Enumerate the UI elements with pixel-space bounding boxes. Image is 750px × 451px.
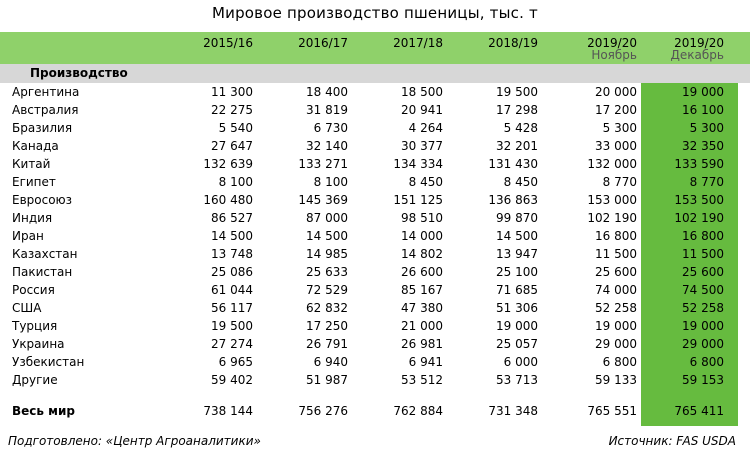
value-cell: 6 940 xyxy=(313,355,348,369)
value-cell: 132 639 xyxy=(203,157,253,171)
value-cell: 17 250 xyxy=(306,319,348,333)
total-value: 731 348 xyxy=(488,404,538,418)
value-cell: 14 802 xyxy=(401,247,443,261)
country-name: Узбекистан xyxy=(12,355,85,369)
country-name: Россия xyxy=(12,283,55,297)
value-cell: 132 000 xyxy=(587,157,637,171)
value-cell: 30 377 xyxy=(401,139,443,153)
value-cell: 47 380 xyxy=(401,301,443,315)
table-row xyxy=(0,174,750,192)
value-cell: 59 153 xyxy=(682,373,724,387)
value-cell: 19 000 xyxy=(682,319,724,333)
section-production xyxy=(0,64,750,83)
value-cell: 134 334 xyxy=(393,157,443,171)
value-cell: 26 981 xyxy=(401,337,443,351)
value-cell: 136 863 xyxy=(488,193,538,207)
country-name: Пакистан xyxy=(12,265,73,279)
value-cell: 25 600 xyxy=(682,265,724,279)
table-row xyxy=(0,318,750,336)
value-cell: 53 713 xyxy=(496,373,538,387)
country-name: Иран xyxy=(12,229,44,243)
table-row xyxy=(0,300,750,318)
value-cell: 8 450 xyxy=(408,175,443,189)
footer-source: Источник: FAS USDA xyxy=(608,434,736,448)
value-cell: 32 350 xyxy=(682,139,724,153)
country-name: Бразилия xyxy=(12,121,73,135)
header-2017-18: 2017/18 xyxy=(393,36,443,50)
value-cell: 4 264 xyxy=(408,121,443,135)
value-cell: 25 057 xyxy=(496,337,538,351)
value-cell: 87 000 xyxy=(306,211,348,225)
country-name: Китай xyxy=(12,157,51,171)
value-cell: 133 590 xyxy=(674,157,724,171)
value-cell: 8 770 xyxy=(602,175,637,189)
value-cell: 27 274 xyxy=(211,337,253,351)
table-row xyxy=(0,354,750,372)
value-cell: 19 500 xyxy=(211,319,253,333)
table-row xyxy=(0,282,750,300)
value-cell: 14 985 xyxy=(306,247,348,261)
value-cell: 133 271 xyxy=(298,157,348,171)
value-cell: 61 044 xyxy=(211,283,253,297)
value-cell: 18 400 xyxy=(306,85,348,99)
value-cell: 151 125 xyxy=(393,193,443,207)
header-2019-20-november: 2019/20 Ноябрь xyxy=(587,36,637,62)
table-row xyxy=(0,192,750,210)
value-cell: 26 600 xyxy=(401,265,443,279)
table-row xyxy=(0,84,750,102)
value-cell: 29 000 xyxy=(595,337,637,351)
value-cell: 8 450 xyxy=(503,175,538,189)
value-cell: 51 306 xyxy=(496,301,538,315)
table-row xyxy=(0,246,750,264)
value-cell: 6 000 xyxy=(503,355,538,369)
value-cell: 5 540 xyxy=(218,121,253,135)
total-value: 738 144 xyxy=(203,404,253,418)
value-cell: 6 800 xyxy=(602,355,637,369)
table-row xyxy=(0,210,750,228)
value-cell: 53 512 xyxy=(401,373,443,387)
value-cell: 59 133 xyxy=(595,373,637,387)
value-cell: 52 258 xyxy=(595,301,637,315)
country-name: Австралия xyxy=(12,103,79,117)
section-label: Производство xyxy=(30,66,128,80)
value-cell: 6 965 xyxy=(218,355,253,369)
value-cell: 145 369 xyxy=(298,193,348,207)
table-body xyxy=(0,84,750,390)
value-cell: 13 748 xyxy=(211,247,253,261)
table-row xyxy=(0,156,750,174)
total-value: 762 884 xyxy=(393,404,443,418)
value-cell: 51 987 xyxy=(306,373,348,387)
table-row xyxy=(0,228,750,246)
table-row xyxy=(0,372,750,390)
value-cell: 71 685 xyxy=(496,283,538,297)
value-cell: 74 000 xyxy=(595,283,637,297)
country-name: Канада xyxy=(12,139,59,153)
value-cell: 72 529 xyxy=(306,283,348,297)
value-cell: 25 086 xyxy=(211,265,253,279)
value-cell: 62 832 xyxy=(306,301,348,315)
header-2015-16: 2015/16 xyxy=(203,36,253,50)
value-cell: 27 647 xyxy=(211,139,253,153)
total-row xyxy=(0,403,750,421)
value-cell: 56 117 xyxy=(211,301,253,315)
value-cell: 99 870 xyxy=(496,211,538,225)
table-row xyxy=(0,138,750,156)
country-name: Турция xyxy=(12,319,58,333)
total-label: Весь мир xyxy=(12,404,75,418)
value-cell: 25 100 xyxy=(496,265,538,279)
value-cell: 5 300 xyxy=(689,121,724,135)
value-cell: 25 600 xyxy=(595,265,637,279)
country-name: Другие xyxy=(12,373,58,387)
value-cell: 18 500 xyxy=(401,85,443,99)
value-cell: 25 633 xyxy=(306,265,348,279)
value-cell: 14 500 xyxy=(211,229,253,243)
value-cell: 98 510 xyxy=(401,211,443,225)
value-cell: 19 500 xyxy=(496,85,538,99)
value-cell: 102 190 xyxy=(587,211,637,225)
value-cell: 29 000 xyxy=(682,337,724,351)
value-cell: 16 100 xyxy=(682,103,724,117)
value-cell: 20 000 xyxy=(595,85,637,99)
header-2016-17: 2016/17 xyxy=(298,36,348,50)
value-cell: 14 000 xyxy=(401,229,443,243)
value-cell: 16 800 xyxy=(682,229,724,243)
value-cell: 33 000 xyxy=(595,139,637,153)
value-cell: 22 275 xyxy=(211,103,253,117)
country-name: Украина xyxy=(12,337,65,351)
header-2018-19: 2018/19 xyxy=(488,36,538,50)
value-cell: 74 500 xyxy=(682,283,724,297)
table-header xyxy=(0,32,750,64)
value-cell: 11 500 xyxy=(595,247,637,261)
value-cell: 153 500 xyxy=(674,193,724,207)
value-cell: 8 770 xyxy=(689,175,724,189)
value-cell: 160 480 xyxy=(203,193,253,207)
country-name: Евросоюз xyxy=(12,193,73,207)
total-value: 756 276 xyxy=(298,404,348,418)
header-2019-20-december: 2019/20 Декабрь xyxy=(670,36,724,62)
value-cell: 14 500 xyxy=(496,229,538,243)
country-name: США xyxy=(12,301,42,315)
table-row xyxy=(0,336,750,354)
value-cell: 20 941 xyxy=(401,103,443,117)
value-cell: 19 000 xyxy=(682,85,724,99)
value-cell: 13 947 xyxy=(496,247,538,261)
value-cell: 14 500 xyxy=(306,229,348,243)
value-cell: 32 201 xyxy=(496,139,538,153)
table-row xyxy=(0,120,750,138)
total-value: 765 411 xyxy=(674,404,724,418)
value-cell: 8 100 xyxy=(218,175,253,189)
value-cell: 85 167 xyxy=(401,283,443,297)
country-name: Казахстан xyxy=(12,247,78,261)
table-title: Мировое производство пшеницы, тыс. т xyxy=(211,4,538,22)
value-cell: 153 000 xyxy=(587,193,637,207)
value-cell: 131 430 xyxy=(488,157,538,171)
country-name: Египет xyxy=(12,175,56,189)
value-cell: 8 100 xyxy=(313,175,348,189)
total-value: 765 551 xyxy=(587,404,637,418)
country-name: Аргентина xyxy=(12,85,80,99)
value-cell: 19 000 xyxy=(595,319,637,333)
value-cell: 5 428 xyxy=(503,121,538,135)
value-cell: 6 800 xyxy=(689,355,724,369)
value-cell: 86 527 xyxy=(211,211,253,225)
value-cell: 21 000 xyxy=(401,319,443,333)
value-cell: 31 819 xyxy=(306,103,348,117)
table-row xyxy=(0,264,750,282)
value-cell: 6 730 xyxy=(313,121,348,135)
value-cell: 26 791 xyxy=(306,337,348,351)
value-cell: 102 190 xyxy=(674,211,724,225)
value-cell: 19 000 xyxy=(496,319,538,333)
value-cell: 6 941 xyxy=(408,355,443,369)
value-cell: 16 800 xyxy=(595,229,637,243)
value-cell: 5 300 xyxy=(602,121,637,135)
table-row xyxy=(0,102,750,120)
country-name: Индия xyxy=(12,211,53,225)
value-cell: 52 258 xyxy=(682,301,724,315)
value-cell: 11 500 xyxy=(682,247,724,261)
value-cell: 32 140 xyxy=(306,139,348,153)
value-cell: 59 402 xyxy=(211,373,253,387)
value-cell: 17 298 xyxy=(496,103,538,117)
footer-prepared-by: Подготовлено: «Центр Агроаналитики» xyxy=(8,434,261,448)
value-cell: 11 300 xyxy=(211,85,253,99)
value-cell: 17 200 xyxy=(595,103,637,117)
